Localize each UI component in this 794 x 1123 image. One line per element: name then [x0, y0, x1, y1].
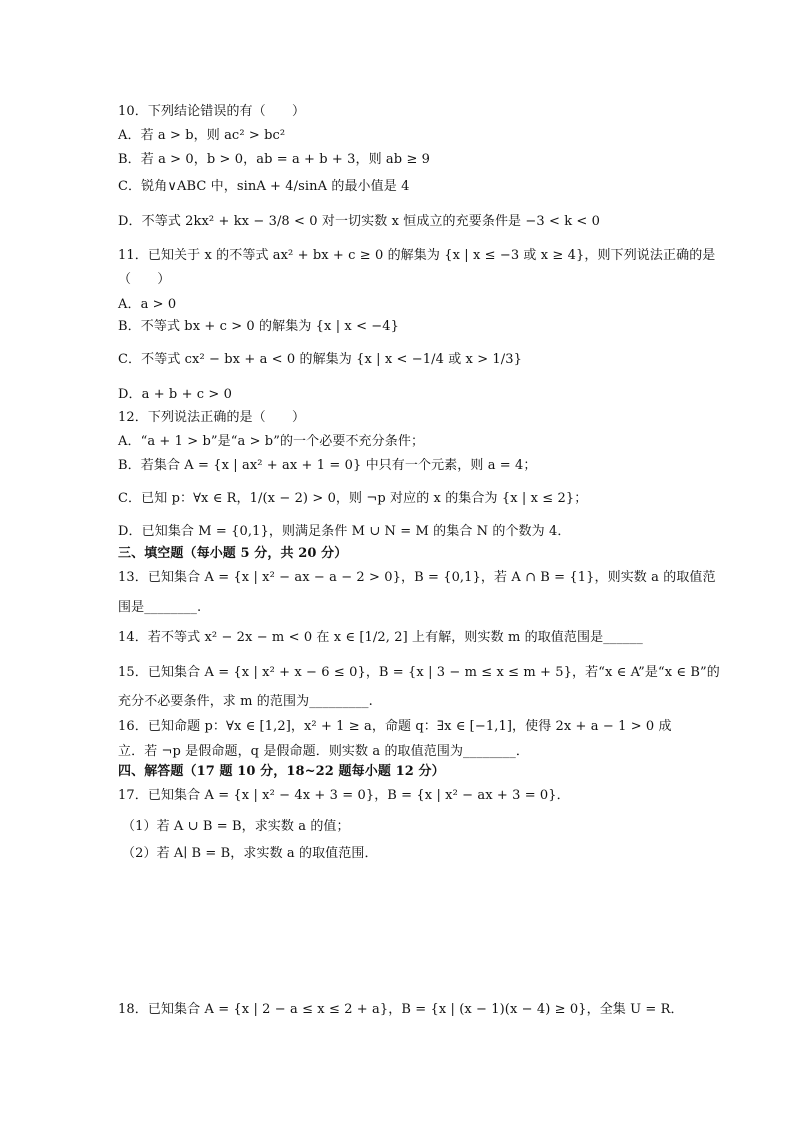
q17-part2: （2）若 A∣ B = B，求实数 a 的取值范围． — [122, 846, 378, 861]
q11-option-c: C．不等式 cx² − bx + a < 0 的解集为 {x | x < −1/4 或 x > 1/3} — [118, 352, 523, 367]
q13-line2: 围是________. — [118, 600, 202, 615]
q10-option-c: C．锐角∨ABC 中，sinA + 4/sinA 的最小值是 4 — [118, 179, 410, 194]
q15-line1: 15．已知集合 A = {x | x² + x − 6 ≤ 0}，B = {x | 3 − m ≤ x ≤ m + 5}，若“x ∈ A”是“x ∈ B”的 — [118, 665, 720, 680]
q15-line2: 充分不必要条件，求 m 的范围为_________. — [118, 694, 373, 709]
q12-option-b: B．若集合 A = {x | ax² + ax + 1 = 0} 中只有一个元素，则 a = 4； — [118, 458, 537, 473]
q16-line2: 立．若 ¬p 是假命题，q 是假命题．则实数 a 的取值范围为________． — [118, 744, 529, 759]
q11-option-a: A．a > 0 — [118, 297, 177, 312]
section-answer-heading: 四、解答题（17 题 10 分，18~22 题每小题 12 分） — [118, 764, 445, 779]
q12-option-c: C．已知 p：∀x ∈ R，1/(x − 2) > 0，则 ¬p 对应的 x 的集合为 {x | x ≤ 2}； — [118, 491, 588, 506]
q12-option-d: D．已知集合 M = {0,1}，则满足条件 M ∪ N = M 的集合 N 的个数为 4． — [118, 524, 571, 539]
q17-stem: 17．已知集合 A = {x | x² − 4x + 3 = 0}，B = {x | x² − ax + 3 = 0}． — [118, 788, 570, 803]
q10-stem: 10．下列结论错误的有（ ） — [118, 104, 306, 119]
q10-option-b: B．若 a > 0，b > 0，ab = a + b + 3，则 ab ≥ 9 — [118, 152, 431, 167]
q10-option-d: D．不等式 2kx² + kx − 3/8 < 0 对一切实数 x 恒成立的充要条件是 −3 < k < 0 — [118, 214, 601, 229]
section-fill-in-heading: 三、填空题（每小题 5 分，共 20 分） — [118, 546, 348, 561]
q12-option-a: A．“a + 1 > b”是“a > b”的一个必要不充分条件； — [118, 434, 425, 449]
q11-option-d: D．a + b + c > 0 — [118, 387, 233, 402]
q11-paren: （ ） — [118, 272, 171, 287]
q12-stem: 12．下列说法正确的是（ ） — [118, 410, 306, 425]
q10-option-a: A．若 a > b，则 ac² > bc² — [118, 128, 286, 143]
q18-stem: 18．已知集合 A = {x | 2 − a ≤ x ≤ 2 + a}，B = {x | (x − 1)(x − 4) ≥ 0}，全集 U = R． — [118, 1002, 684, 1017]
q11-option-b: B．不等式 bx + c > 0 的解集为 {x | x < −4} — [118, 319, 400, 334]
q17-part1: （1）若 A ∪ B = B，求实数 a 的值； — [122, 819, 350, 834]
q13-line1: 13．已知集合 A = {x | x² − ax − a − 2 > 0}，B = {0,1}，若 A ∩ B = {1}，则实数 a 的取值范 — [118, 570, 716, 585]
q16-line1: 16．已知命题 p：∀x ∈ [1,2]，x² + 1 ≥ a，命题 q：∃x ∈ [−1,1]，使得 2x + a − 1 > 0 成 — [118, 719, 672, 734]
q14: 14．若不等式 x² − 2x − m < 0 在 x ∈ [1/2, 2] 上有解，则实数 m 的取值范围是______ — [118, 630, 643, 645]
q11-stem: 11．已知关于 x 的不等式 ax² + bx + c ≥ 0 的解集为 {x | x ≤ −3 或 x ≥ 4}，则下列说法正确的是 — [118, 248, 716, 263]
